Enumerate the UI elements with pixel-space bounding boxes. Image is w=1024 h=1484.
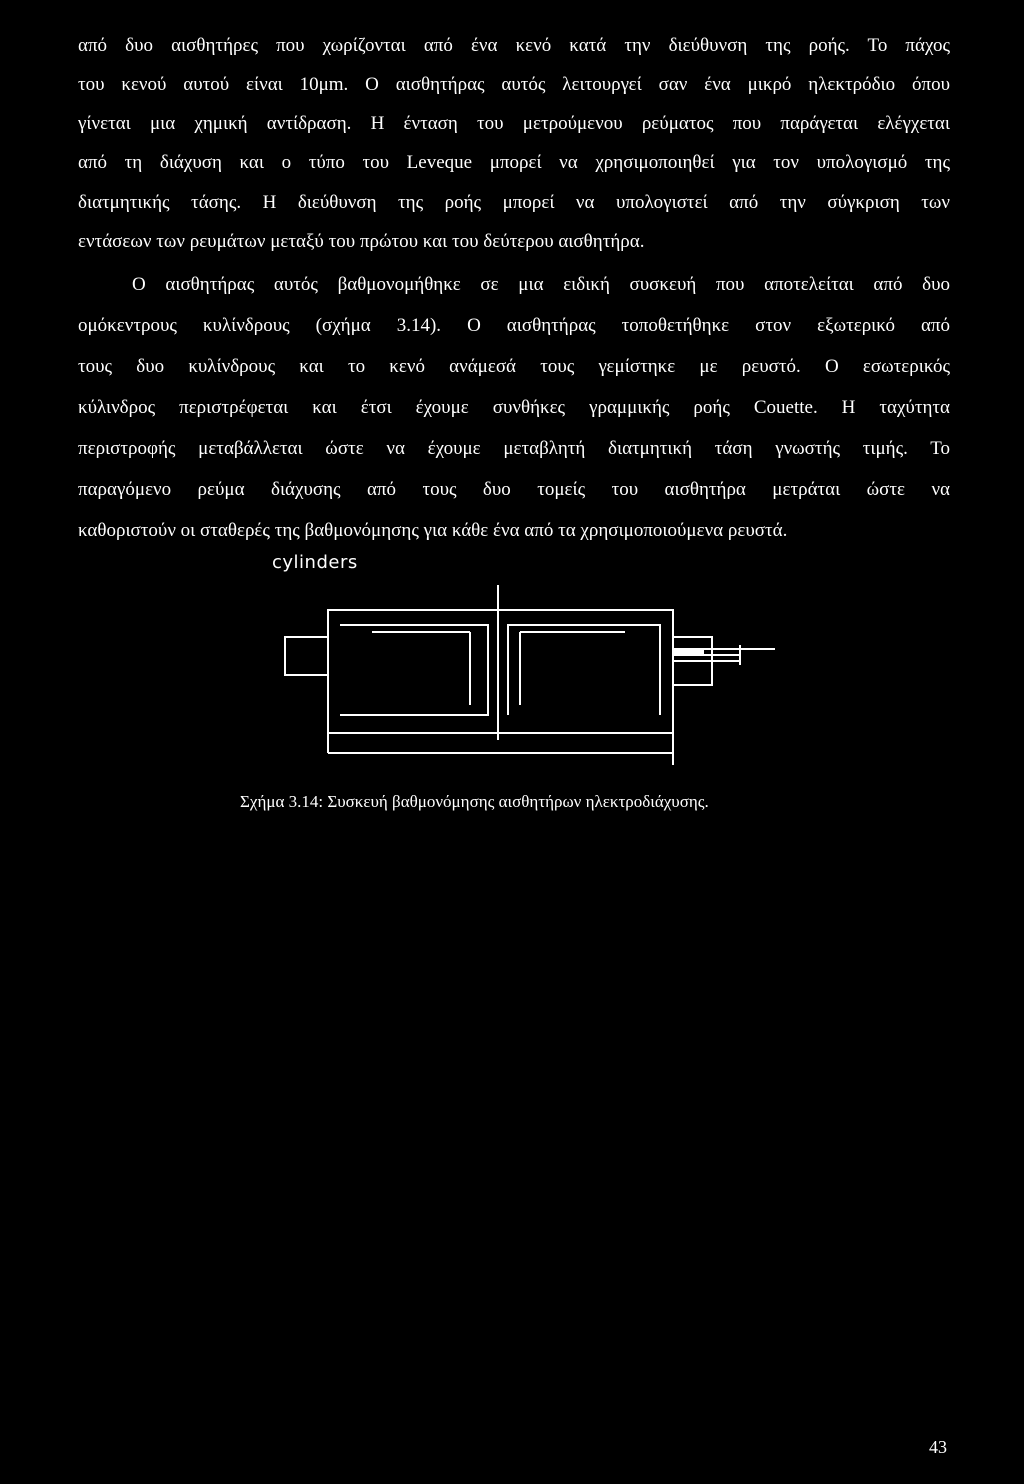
page-number: 43 (929, 1437, 947, 1457)
paragraph2-line-2: ομόκεντρους κυλίνδρους (σχήμα 3.14). Ο αισθητήρας τοποθετήθηκε στον εξωτερικό από (78, 315, 950, 336)
figure-caption: Σχήμα 3.14: Συσκευή βαθμονόμησης αισθητήρων ηλεκτροδιάχυσης. (240, 792, 709, 811)
paragraph1-line-3: γίνεται μια χημική αντίδραση. Η ένταση του μετρούμενου ρεύματος που παράγεται ελέγχεται (78, 113, 950, 134)
paragraph2-line-5: περιστροφής μεταβάλλεται ώστε να έχουμε μεταβλητή διατμητική τάση γνωστής τιμής. Το (78, 438, 950, 459)
cylinder-apparatus-diagram (280, 585, 780, 765)
paragraph1-line-1: από δυο αισθητήρες που χωρίζονται από ένα κενό κατά την διεύθυνση της ροής. Το πάχος (78, 35, 950, 56)
paragraph1-line-2: του κενού αυτού είναι 10μm. Ο αισθητήρας αυτός λειτουργεί σαν ένα μικρό ηλεκτρόδιο όπου (78, 74, 950, 95)
paragraph1-line-6: εντάσεων των ρευμάτων μεταξύ του πρώτου και του δεύτερου αισθητήρα. (78, 231, 645, 252)
paragraph1-line-4: από τη διάχυση και ο τύπο του Leveque μπορεί να χρησιμοποιηθεί για τον υπολογισμό της (78, 152, 950, 173)
paragraph1-line-5: διατμητικής τάσης. Η διεύθυνση της ροής μπορεί να υπολογιστεί από την σύγκριση των (78, 192, 950, 213)
paragraph2-line-4: κύλινδρος περιστρέφεται και έτσι έχουμε συνθήκες γραμμικής ροής Couette. Η ταχύτητα (78, 397, 950, 418)
inner-cylinder-left (340, 625, 488, 715)
left-side-box (285, 637, 328, 675)
inner-cylinder-right (508, 625, 660, 715)
sensor-element (674, 650, 704, 654)
paragraph2-line-6: παραγόμενο ρεύμα διάχυσης από τους δυο τομείς του αισθητήρα μετράται ώστε να (78, 479, 950, 500)
figure-label: cylinders (272, 552, 358, 573)
paragraph2-line-3: τους δυο κυλίνδρους και το κενό ανάμεσά τους γεμίστηκε με ρευστό. Ο εσωτερικός (78, 356, 950, 377)
paragraph2-line-7: καθοριστούν οι σταθερές της βαθμονόμησης για κάθε ένα από τα χρησιμοποιούμενα ρευστά. (78, 520, 788, 541)
paragraph2-line-1: Ο αισθητήρας αυτός βαθμονομήθηκε σε μια ειδική συσκευή που αποτελείται από δυο (132, 274, 950, 295)
